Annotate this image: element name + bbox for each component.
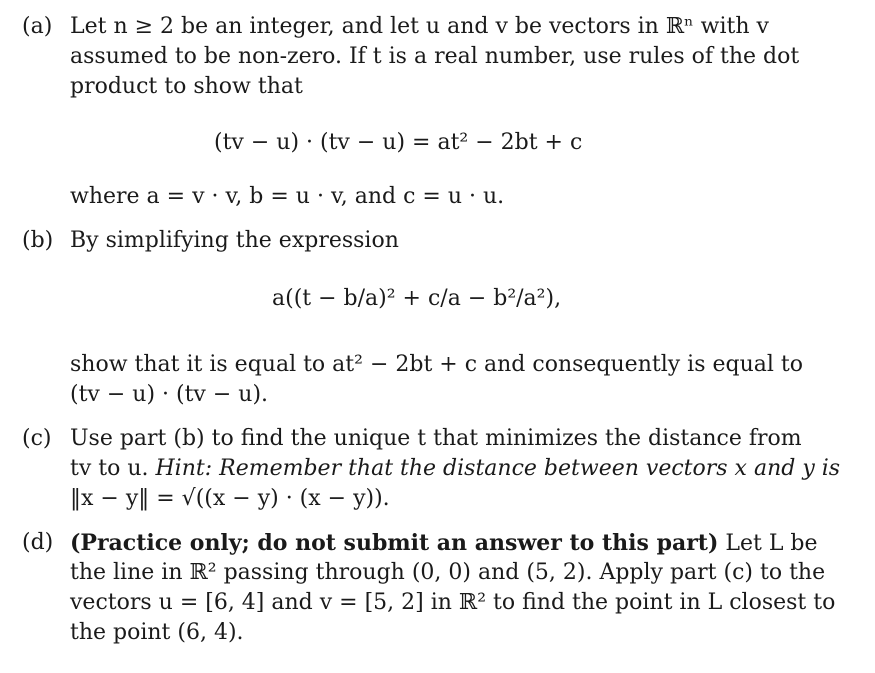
part-d-line-2: the line in ℝ² passing through (0, 0) and (5, 2). Apply part (c) to the xyxy=(70,560,826,585)
part-a xyxy=(22,12,837,212)
part-a-where-line: where a = v · v, b = u · v, and c = u · u. xyxy=(70,184,505,209)
part-b-line-1: By simplifying the expression xyxy=(70,228,399,253)
part-d-line-1-rest: Let L be xyxy=(718,531,818,556)
part-d-bold-intro: (Practice only; do not submit an answer to this part) xyxy=(70,530,719,556)
part-c-label: (c) xyxy=(22,426,52,451)
part-c-line-1: Use part (b) to find the unique t that minimizes the distance from xyxy=(70,426,802,451)
part-a-line-3: product to show that xyxy=(70,74,303,99)
part-b-expression: a((t − b/a)² + c/a − b²/a²), xyxy=(272,286,562,311)
part-c-line-2-text: tv to u. xyxy=(70,456,156,481)
part-d-line-4: the point (6, 4). xyxy=(70,620,244,645)
part-d-line-3: vectors u = [6, 4] and v = [5, 2] in ℝ² to find the point in L closest to xyxy=(70,590,836,615)
part-a-text xyxy=(70,12,827,102)
part-a-line-1: Let n ≥ 2 be an integer, and let u and v be vectors in ℝⁿ with v xyxy=(70,14,769,39)
part-d-label: (d) xyxy=(22,530,54,555)
part-b-line-3: (tv − u) · (tv − u). xyxy=(70,382,269,407)
part-a-equation: (tv − u) · (tv − u) = at² − 2bt + c xyxy=(214,130,583,155)
part-c xyxy=(22,424,841,519)
part-d xyxy=(22,528,837,653)
part-b-line-2: show that it is equal to at² − 2bt + c and consequently is equal to xyxy=(70,352,803,377)
part-b xyxy=(22,226,837,416)
part-c-line-2 xyxy=(70,454,840,484)
part-a-label: (a) xyxy=(22,14,53,39)
part-a-line-2: assumed to be non-zero. If t is a real number, use rules of the dot xyxy=(70,44,800,69)
part-b-label: (b) xyxy=(22,228,54,253)
part-c-hint: Hint: Remember that the distance between vectors x and y is xyxy=(155,456,841,481)
part-d-line-1 xyxy=(70,528,818,559)
part-c-line-3: ‖x − y‖ = √((x − y) · (x − y)). xyxy=(70,486,390,511)
